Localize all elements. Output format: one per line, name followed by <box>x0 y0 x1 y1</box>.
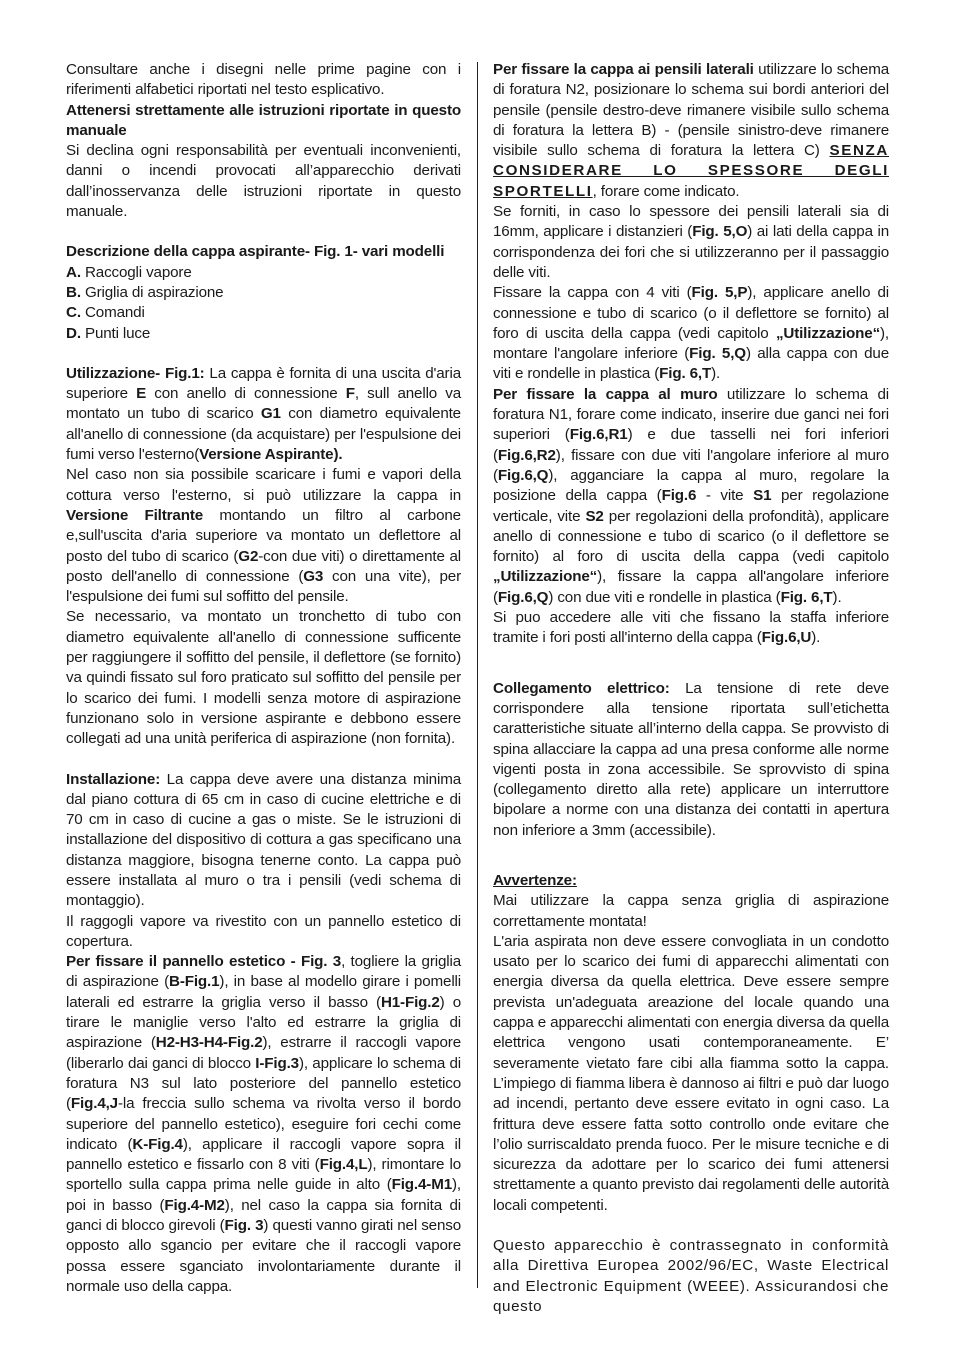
column-divider <box>477 62 478 1288</box>
bracket-access-paragraph: Si puo accedere alle viti che fissano la staffa inferiore tramite i fori posti all'interno della cappa (Fig.6,U). <box>493 609 889 647</box>
right-column <box>493 60 889 1317</box>
cover-paragraph: Il raggogli vapore va rivestito con un pannello estetico di copertura. <box>66 912 461 950</box>
side-cabinets-paragraph: Per fissare la cappa ai pensili laterali utilizzare lo schema di foratura N2, posizionare lo schema sui bordi anteriori del pensile (pensile destro-deve rimanere visibile sullo schema di foratura la lettera B) - (pensile sinistro-deve rimanere visibile sullo schema di foratura la lettera C) SENZA CONSIDERARE LO SPESSORE DEGLI SPORTELLI, forare come indicato. <box>493 61 889 200</box>
warnings-heading: Avvertenze: <box>493 871 577 889</box>
utilization-paragraph: Utilizzazione- Fig.1: La cappa è fornita di una uscita d'aria superiore E con anello di connessione F, sull anello va montato un tubo di scarico G1 con diametro equivalente all'anello di connessione (da acquistare) per l'espulsione dei fumi verso l'esterno(Versione Aspirante). <box>66 364 462 464</box>
pipe-paragraph: Se necessario, va montato un tronchetto di tubo con diametro equivalente all'anello di connessione sufficente per raggiungere il soffitto del pensile, il deflettore (se fornito) va quindi fissato sul foro praticato sul soffitto del pensile per lo scarico dei fumi. I modelli senza motore di aspirazione funzionano solo in versione aspirante e debbono essere collegati ad una unità periferica di aspirazione (non fornita). <box>66 608 461 748</box>
warning-heading: Attenersi strettamente alle istruzioni riportate in questo manuale <box>66 101 461 139</box>
spacers-paragraph: Se forniti, in caso lo spessore dei pensili laterali sia di 16mm, applicare i distanzieri (Fig. 5,O) ai lati della cappa in corrispondenza dei fori che si utilizzeranno per il passaggio delle viti. <box>493 203 889 281</box>
list-item: B. Griglia di aspirazione <box>66 283 224 301</box>
filter-version-paragraph: Nel caso non sia possibile scaricare i fumi e vapori della cottura verso l'esterno, si può utilizzare la cappa in Versione Filtrante montando un filtro al carbone e,sull'uscita d'aria superiore va montato un deflettore al posto del tubo di scarico (G2-con due viti) o direttamente al posto dell'anello di connessione (G3 con una vite), per l'espulsione dei fumi sul soffitto del pensile. <box>66 466 462 606</box>
screws-paragraph: Fissare la cappa con 4 viti (Fig. 5,P), applicare anello di connessione e tubo di scarico (o il deflettore se fornito) al foro di uscita della cappa (vedi capitolo „Utilizzazione“), montare l'angolare inferiore (Fig. 5,Q) alla cappa con due viti e rondelle in plastica (Fig. 6,T). <box>493 284 890 383</box>
description-heading: Descrizione della cappa aspirante- Fig. 1- vari modelli <box>66 243 445 261</box>
warnings-grille-paragraph: Mai utilizzare la cappa senza griglia di aspirazione correttamente montata! <box>493 892 889 930</box>
warnings-body-paragraph: L'aria aspirata non deve essere convogliata in un condotto usato per lo scarico dei fumi di apparecchi alimentati con energia diversa da quella elettrica. Deve essere sempre prevista un'adeguata areazione del locale quando una cappa e apparecchi alimentati con energia diversa da quella elettrica vengono usati contemporaneamente. E’ severamente vietato fare cibi alla fiamma sotto la cappa. L’impiego di fiamma libera è dannoso ai filtri e può dar luogo ad incendi, pertanto deve essere evitato in ogni caso. La frittura deve essere fatta sotto controllo onde evitare che l’olio surriscaldato prenda fuoco. Per le misure tecniche e di sicurezza da adottare per lo scarico dei fumi attenersi strettamente a quanto previsto dai regolamenti delle autorità locali competenti. <box>493 932 889 1214</box>
left-column <box>66 60 461 1297</box>
panel-fixing-paragraph: Per fissare il pannello estetico - Fig. 3, togliere la griglia di aspirazione (B-Fig.1), in base al modello girare i pomelli laterali ed estrarre la griglia verso il basso (H1-Fig.2) o tirare le maniglie verso l'alto ed estrarre la griglia di aspirazione (H2-H3-H4-Fig.2), estrarre il raccogli vapore (liberarlo dai ganci di blocco I-Fig.3), applicare lo schema di foratura N3 sul lato posteriore del pannello estetico (Fig.4,J-la freccia sullo schema va rivolta verso il bordo superiore del pannello estetico), eseguire fori cechi come indicato (K-Fig.4), applicare il raccogli vapore sopra il pannello estetico e fissarlo con 8 viti (Fig.4,L), rimontare lo sportello sulla cappa prima nelle guide in alto (Fig.4-M1), poi in basso (Fig.4-M2), nel caso la cappa sia fornita di ganci di blocco girevoli (Fig. 3) questi vanno girati nel senso opposto allo sgancio per evitare che il raccogli vapore possa essere sganciato involontariamente durante il normale uso della cappa. <box>66 953 462 1295</box>
wall-mount-paragraph: Per fissare la cappa al muro utilizzare lo schema di foratura N1, forare come indicato, inserire due ganci nei fori superiori (Fig.6,R1) e due tasselli nei fori inferiori (Fig.6,R2), fissare con due viti l'angolare inferiore al muro (Fig.6,Q), agganciare la cappa al muro, regolare la posizione della cappa (Fig.6 - vite S1 per regolazione verticale, vite S2 per regolazioni della profondità), applicare anello di connessione e tubo di scarico (o il deflettore se fornito) al foro di uscita della cappa (vedi capitolo „Utilizzazione“), fissare la cappa all'angolare inferiore (Fig.6,Q) con due viti e rondelle in plastica (Fig. 6,T). <box>493 385 890 606</box>
liability-paragraph: Si declina ogni responsabilità per eventuali inconvenienti, danni o incendi provocati all’apparecchio derivati dall’inosservanza delle istruzioni riportate in questo manuale. <box>66 142 461 221</box>
list-item: D. Punti luce <box>66 324 151 342</box>
electrical-paragraph: Collegamento elettrico: La tensione di rete deve corrispondere alla tensione riportata sull’etichetta caratteristiche situate all’interno della cappa. Se provvisto di spina allacciare la cappa ad una presa conforme alle norme vigenti posta in zona accessibile. Se sprovvisto di spina (collegamento diretto alla rete) applicare un interruttore bipolare a norme con una distanza dei contatti in apertura non inferiore a 3mm (accessibile). <box>493 679 890 839</box>
intro-paragraph: Consultare anche i disegni nelle prime pagine con i riferimenti alfabetici riportati nel testo esplicativo. <box>66 61 461 99</box>
list-item: C. Comandi <box>66 304 145 322</box>
installation-paragraph: Installazione: La cappa deve avere una distanza minima dal piano cottura di 65 cm in caso di cucine elettriche e di 70 cm in caso di cucine a gas o miste. Se le istruzioni di installazione del dispositivo di cottura a gas specificano una distanza maggiore, bisogna tenerne conto. La cappa può essere installata al muro o tra i pensili (vedi schema di montaggio). <box>66 770 461 910</box>
list-item: A. Raccogli vapore <box>66 263 192 281</box>
weee-paragraph: Questo apparecchio è contrassegnato in conformità alla Direttiva Europea 2002/96/EC, Waste Electrical and Electronic Equipment (WEEE). Assicurandosi che questo <box>493 1237 889 1315</box>
